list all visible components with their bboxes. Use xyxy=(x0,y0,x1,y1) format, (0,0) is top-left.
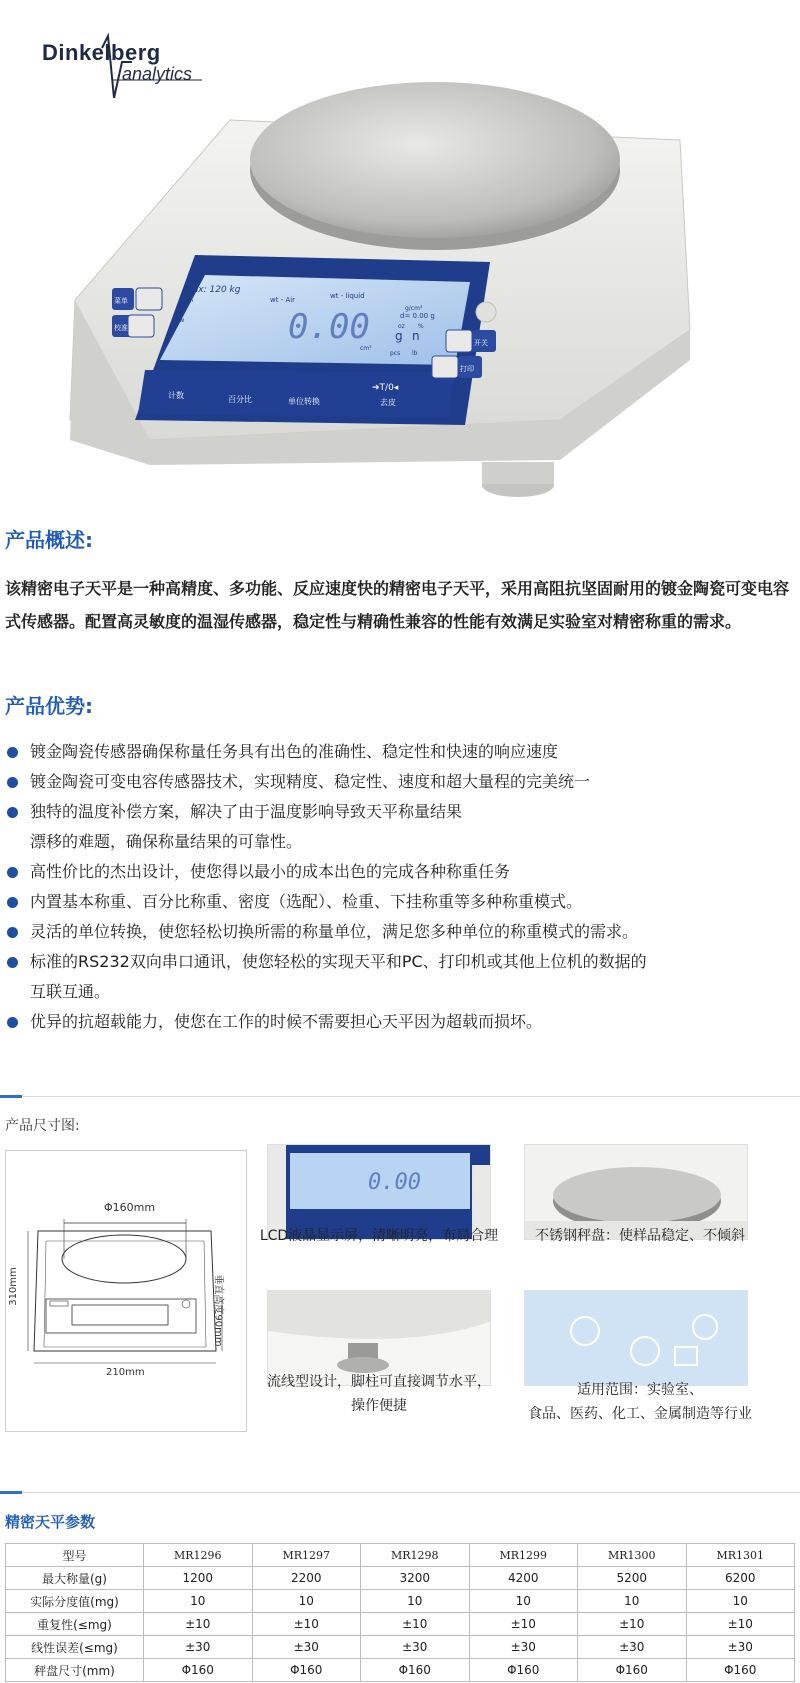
bullet-icon xyxy=(7,957,18,968)
list-item: 独特的温度补偿方案，解决了由于温度影响导致天平称量结果 xyxy=(5,797,785,827)
table-row: 最大称量(g) 1200 2200 3200 4200 5200 6200 xyxy=(6,1567,795,1590)
display-reading: 0.00 xyxy=(288,307,370,347)
display-wt-liquid: wt - liquid xyxy=(330,292,365,300)
btn-menu-label: 菜单 xyxy=(114,297,128,305)
table-row: 重复性(≤mg) ±10 ±10 ±10 ±10 ±10 ±10 xyxy=(6,1613,795,1636)
advantages-title: 产品优势: xyxy=(5,694,93,718)
spec-title: 精密天平参数 xyxy=(5,1513,96,1531)
table-row: 实际分度值(mg) 10 10 10 10 10 10 xyxy=(6,1590,795,1613)
display-max-label: Max: 120 kg xyxy=(185,285,241,295)
pan-diameter-label: Φ160mm xyxy=(104,1201,156,1214)
btn-power-label: 开关 xyxy=(474,339,488,347)
bullet-icon xyxy=(7,777,18,788)
feet-caption: 流线型设计，脚柱可直接调节水平， 操作便捷 xyxy=(267,1374,491,1414)
func-tare-label: 去皮 xyxy=(380,398,396,407)
func-tare-symbol: ➔T/0◂ xyxy=(372,383,399,393)
balance-illustration xyxy=(0,0,800,520)
spec-table xyxy=(5,1543,795,1682)
bullet-icon xyxy=(7,867,18,878)
func-percent-label: 百分比 xyxy=(228,395,252,404)
scope-photo xyxy=(524,1290,748,1386)
overview-title: 产品概述: xyxy=(5,528,93,552)
table-row: 线性误差(≤mg) ±30 ±30 ±30 ±30 ±30 ±30 xyxy=(6,1636,795,1659)
list-item: 高性价比的杰出设计，使您得以最小的成本出色的完成各种称重任务 xyxy=(5,857,785,887)
display-unit-cm: cm³ xyxy=(360,345,372,352)
bullet-icon xyxy=(7,1017,18,1028)
divider-accent xyxy=(0,1095,22,1098)
overview-text: 该精密电子天平是一种高精度、多功能、反应速度快的精密电子天平，采用高阻抗坚固耐用的镀金陶瓷可变电容式传感器。配置高灵敏度的温湿传感器，稳定性与精确性兼容的性能有效满足实验室对精密称重的需求。 xyxy=(5,579,790,631)
btn-cal-label: 校准 xyxy=(114,324,128,332)
display-pcs: pcs xyxy=(390,350,401,357)
divider-accent xyxy=(0,1491,22,1494)
pan-caption: 不锈钢秤盘：使样品稳定、不倾斜 xyxy=(535,1228,745,1244)
display-density: g/cm³ xyxy=(405,305,423,312)
dimensions-title: 产品尺寸图: xyxy=(5,1118,80,1134)
lcd-caption: LCD液晶显示屏，清晰明亮，布局合理 xyxy=(259,1228,499,1244)
display-low: low xyxy=(174,317,185,324)
display-pct: % xyxy=(418,323,424,330)
list-item: 镀金陶瓷传感器确保称量任务具有出色的准确性、稳定性和快速的响应速度 xyxy=(5,737,785,767)
display-oz: oz xyxy=(398,323,405,330)
display-unit-g: g xyxy=(395,329,403,343)
table-row: 秤盘尺寸(mm) Φ160 Φ160 Φ160 Φ160 Φ160 Φ160 xyxy=(6,1659,795,1682)
divider xyxy=(0,1492,800,1493)
depth-label: 310mm xyxy=(7,1267,19,1306)
scope-caption: 适用范围：实验室、 食品、医药、化工、金属制造等行业 xyxy=(528,1382,752,1422)
display-lb: lb xyxy=(412,350,418,357)
bullet-icon xyxy=(7,807,18,818)
list-item: 优异的抗超载能力，使您在工作的时候不需要担心天平因为超载而损坏。 xyxy=(5,1007,785,1037)
btn-print-label: 打印 xyxy=(460,365,474,373)
list-item: 内置基本称重、百分比称重、密度（选配）、检重、下挂称重等多种称重模式。 xyxy=(5,887,785,917)
brand-tagline: analytics xyxy=(122,64,193,84)
dimension-drawing xyxy=(5,1150,247,1432)
advantages-list xyxy=(5,737,785,1037)
bullet-icon xyxy=(7,927,18,938)
display-d-value: d= 0.00 g xyxy=(400,312,435,320)
list-item: 镀金陶瓷可变电容传感器技术，实现精度、稳定性、速度和超大量程的完美统一 xyxy=(5,767,785,797)
hero-section xyxy=(0,0,800,520)
bullet-icon xyxy=(7,747,18,758)
list-item: 灵活的单位转换，使您轻松切换所需的称量单位，满足您多种单位的称重模式的需求。 xyxy=(5,917,785,947)
list-item-continued: 漂移的难题，确保称量结果的可靠性。 xyxy=(30,832,303,851)
display-wt-air: wt - Air xyxy=(270,296,296,304)
list-item-continued: 互联互通。 xyxy=(30,982,111,1001)
table-row: 型号 MR1296 MR1297 MR1298 MR1299 MR1300 MR1301 xyxy=(6,1544,795,1567)
bullet-icon xyxy=(7,897,18,908)
width-label: 210mm xyxy=(106,1367,145,1378)
divider xyxy=(0,1096,800,1097)
display-high: high xyxy=(180,297,194,304)
list-item: 标准的RS232双向串口通讯，使您轻松的实现天平和PC、打印机或其他上位机的数据的 xyxy=(5,947,785,977)
func-unit-label: 单位转换 xyxy=(288,397,320,406)
height-label: 垂直高度90mm xyxy=(212,1274,224,1347)
func-count-label: 计数 xyxy=(168,391,184,400)
svg-text:0.00: 0.00 xyxy=(368,1170,421,1195)
brand-name: Dinkelberg xyxy=(42,40,161,65)
display-unit-n: n xyxy=(412,329,420,343)
